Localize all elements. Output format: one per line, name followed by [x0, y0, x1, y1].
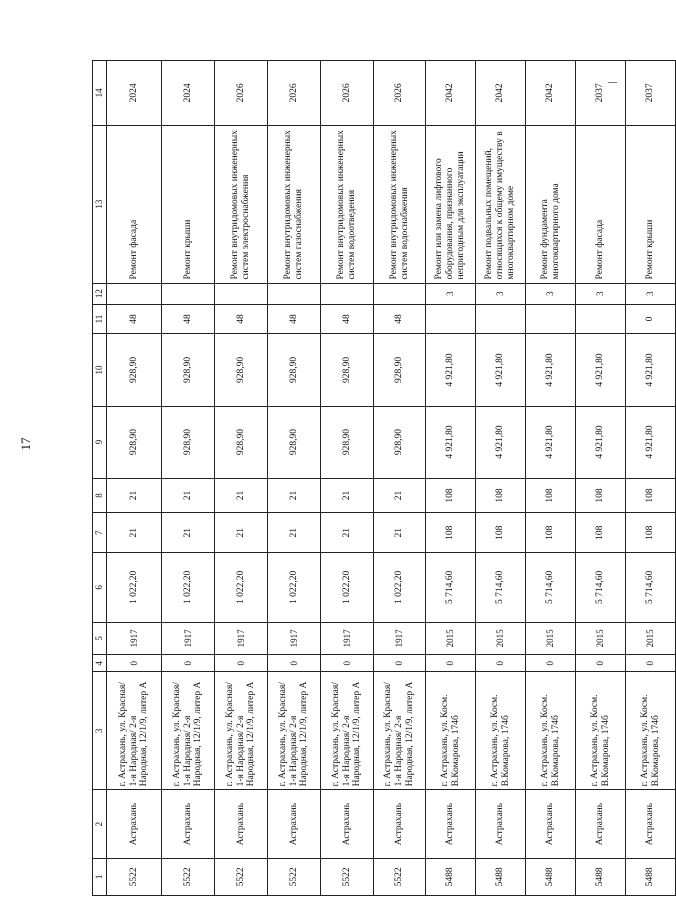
col-city-cell: Астрахань: [476, 790, 526, 858]
col-year-cell: 2015: [576, 622, 626, 654]
col-work-cell: Ремонт подвальных помещений, относящихся к общему имуществу в многоквартирном доме: [476, 125, 526, 283]
col-year-cell: 2015: [476, 622, 526, 654]
col-flag-cell: 0: [374, 654, 426, 671]
col-address-cell: г. Астрахань, ул. Красная/ 1-я Народная/ 2-я Народная, 12/1/9, литер А: [162, 672, 215, 790]
page-number: 17: [18, 437, 33, 451]
col-plan-year-cell: 2026: [374, 61, 426, 126]
col-address-cell: г. Астрахань, ул. Косм. В.Комарова, 174б: [576, 672, 626, 790]
table-row: [526, 61, 576, 896]
header-col-kind: 12: [93, 283, 107, 304]
col-id-cell: 5488: [476, 858, 526, 895]
col-plan-year-cell: 2037: [576, 61, 626, 126]
col-sum-a-cell: 4 921,80: [576, 406, 626, 478]
col-sum-b-cell: 4 921,80: [626, 334, 676, 406]
col-count-b-cell: 21: [107, 478, 162, 513]
col-term-cell: 48: [268, 304, 321, 334]
col-flag-cell: 0: [576, 654, 626, 671]
col-id-cell: 5522: [215, 858, 268, 895]
col-area-cell: 5 714,60: [576, 553, 626, 623]
col-sum-b-cell: 928,90: [321, 334, 374, 406]
table-row: [162, 61, 215, 896]
col-year-cell: 1917: [162, 622, 215, 654]
col-sum-b-cell: 928,90: [107, 334, 162, 406]
col-count-a-cell: 108: [476, 513, 526, 553]
col-city-cell: Астрахань: [626, 790, 676, 858]
col-count-a-cell: 21: [162, 513, 215, 553]
col-count-b-cell: 21: [268, 478, 321, 513]
col-address-cell: г. Астрахань, ул. Красная/ 1-я Народная/ 2-я Народная, 12/1/9, литер А: [321, 672, 374, 790]
table-row: [426, 61, 476, 896]
col-plan-year-cell: 2042: [426, 61, 476, 126]
header-col-address: 3: [93, 672, 107, 790]
col-city-cell: Астрахань: [321, 790, 374, 858]
col-sum-b-cell: 928,90: [162, 334, 215, 406]
col-work-cell: Ремонт внутридомовых инженерных систем водоснабжения: [374, 125, 426, 283]
col-area-cell: 5 714,60: [626, 553, 676, 623]
col-plan-year-cell: 2042: [526, 61, 576, 126]
col-term-cell: 0: [626, 304, 676, 334]
table-row: [576, 61, 626, 896]
col-address-cell: г. Астрахань, ул. Красная/ 1-я Народная/ 2-я Народная, 12/1/9, литер А: [268, 672, 321, 790]
col-kind-cell: 3: [526, 283, 576, 304]
col-work-cell: Ремонт фасада: [576, 125, 626, 283]
col-sum-a-cell: 928,90: [321, 406, 374, 478]
table-row: [107, 61, 162, 896]
table-row: [626, 61, 676, 896]
col-id-cell: 5522: [321, 858, 374, 895]
col-count-b-cell: 108: [526, 478, 576, 513]
col-count-a-cell: 108: [626, 513, 676, 553]
col-area-cell: 1 022,20: [215, 553, 268, 623]
col-id-cell: 5522: [162, 858, 215, 895]
col-work-cell: Ремонт внутридомовых инженерных систем газоснабжения: [268, 125, 321, 283]
col-flag-cell: 0: [268, 654, 321, 671]
col-sum-a-cell: 4 921,80: [526, 406, 576, 478]
col-sum-a-cell: 928,90: [215, 406, 268, 478]
col-area-cell: 1 022,20: [321, 553, 374, 623]
col-kind-cell: [162, 283, 215, 304]
col-sum-b-cell: 928,90: [215, 334, 268, 406]
col-year-cell: 2015: [426, 622, 476, 654]
col-term-cell: [476, 304, 526, 334]
col-sum-a-cell: 928,90: [162, 406, 215, 478]
col-flag-cell: 0: [626, 654, 676, 671]
col-city-cell: Астрахань: [268, 790, 321, 858]
header-col-count-a: 7: [93, 513, 107, 553]
header-col-sum-b: 10: [93, 334, 107, 406]
col-year-cell: 2015: [526, 622, 576, 654]
table-row: [374, 61, 426, 896]
col-plan-year-cell: 2042: [476, 61, 526, 126]
col-id-cell: 5488: [626, 858, 676, 895]
rotated-table-frame: [92, 60, 661, 896]
col-area-cell: 1 022,20: [162, 553, 215, 623]
col-kind-cell: [215, 283, 268, 304]
col-count-a-cell: 21: [107, 513, 162, 553]
col-term-cell: [576, 304, 626, 334]
col-flag-cell: 0: [162, 654, 215, 671]
col-count-b-cell: 108: [426, 478, 476, 513]
col-address-cell: г. Астрахань, ул. Косм. В.Комарова, 174б: [476, 672, 526, 790]
col-term-cell: 48: [321, 304, 374, 334]
col-area-cell: 5 714,60: [526, 553, 576, 623]
col-count-b-cell: 108: [576, 478, 626, 513]
col-work-cell: Ремонт фундамента многоквартирного дома: [526, 125, 576, 283]
col-count-b-cell: 108: [626, 478, 676, 513]
col-term-cell: 48: [162, 304, 215, 334]
col-city-cell: Астрахань: [162, 790, 215, 858]
col-sum-a-cell: 928,90: [268, 406, 321, 478]
col-kind-cell: [107, 283, 162, 304]
col-address-cell: г. Астрахань, ул. Косм. В.Комарова, 174б: [426, 672, 476, 790]
table-row: [321, 61, 374, 896]
col-kind-cell: 3: [626, 283, 676, 304]
col-term-cell: [526, 304, 576, 334]
col-term-cell: 48: [215, 304, 268, 334]
col-sum-a-cell: 4 921,80: [476, 406, 526, 478]
col-work-cell: Ремонт внутридомовых инженерных систем водоотведения: [321, 125, 374, 283]
col-area-cell: 5 714,60: [426, 553, 476, 623]
col-id-cell: 5488: [526, 858, 576, 895]
col-count-a-cell: 21: [374, 513, 426, 553]
col-city-cell: Астрахань: [107, 790, 162, 858]
col-count-b-cell: 108: [476, 478, 526, 513]
col-address-cell: г. Астрахань, ул. Красная/ 1-я Народная/ 2-я Народная, 12/1/9, литер А: [215, 672, 268, 790]
col-count-a-cell: 21: [268, 513, 321, 553]
col-year-cell: 1917: [268, 622, 321, 654]
col-flag-cell: 0: [476, 654, 526, 671]
header-col-year: 5: [93, 622, 107, 654]
col-address-cell: г. Астрахань, ул. Косм. В.Комарова, 174б: [526, 672, 576, 790]
col-term-cell: 48: [374, 304, 426, 334]
col-sum-a-cell: 928,90: [107, 406, 162, 478]
col-year-cell: 1917: [321, 622, 374, 654]
col-sum-b-cell: 4 921,80: [426, 334, 476, 406]
repair-schedule-table: [92, 60, 676, 896]
col-count-a-cell: 108: [426, 513, 476, 553]
col-count-a-cell: 108: [526, 513, 576, 553]
col-count-a-cell: 108: [576, 513, 626, 553]
table-row: [268, 61, 321, 896]
col-id-cell: 5522: [107, 858, 162, 895]
col-year-cell: 2015: [626, 622, 676, 654]
col-count-b-cell: 21: [215, 478, 268, 513]
col-sum-b-cell: 4 921,80: [576, 334, 626, 406]
col-sum-a-cell: 928,90: [374, 406, 426, 478]
header-col-term: 11: [93, 304, 107, 334]
header-col-sum-a: 9: [93, 406, 107, 478]
col-year-cell: 1917: [107, 622, 162, 654]
col-term-cell: 48: [107, 304, 162, 334]
header-col-area: 6: [93, 553, 107, 623]
col-year-cell: 1917: [374, 622, 426, 654]
col-flag-cell: 0: [321, 654, 374, 671]
col-flag-cell: 0: [426, 654, 476, 671]
col-address-cell: г. Астрахань, ул. Красная/ 1-я Народная/ 2-я Народная, 12/1/9, литер А: [374, 672, 426, 790]
col-city-cell: Астрахань: [426, 790, 476, 858]
col-sum-a-cell: 4 921,80: [626, 406, 676, 478]
header-col-count-b: 8: [93, 478, 107, 513]
col-plan-year-cell: 2024: [107, 61, 162, 126]
col-sum-a-cell: 4 921,80: [426, 406, 476, 478]
col-city-cell: Астрахань: [576, 790, 626, 858]
col-kind-cell: 3: [426, 283, 476, 304]
col-flag-cell: 0: [107, 654, 162, 671]
col-plan-year-cell: 2026: [268, 61, 321, 126]
col-city-cell: Астрахань: [526, 790, 576, 858]
header-col-flag: 4: [93, 654, 107, 671]
col-id-cell: 5522: [268, 858, 321, 895]
col-flag-cell: 0: [215, 654, 268, 671]
header-col-id: 1: [93, 858, 107, 895]
header-row: [93, 61, 107, 896]
col-area-cell: 1 022,20: [374, 553, 426, 623]
col-sum-b-cell: 4 921,80: [526, 334, 576, 406]
header-col-work: 13: [93, 125, 107, 283]
table-row: [215, 61, 268, 896]
col-address-cell: г. Астрахань, ул. Красная/ 1-я Народная/ 2-я Народная, 12/1/9, литер А: [107, 672, 162, 790]
col-kind-cell: [268, 283, 321, 304]
col-city-cell: Астрахань: [374, 790, 426, 858]
header-col-city: 2: [93, 790, 107, 858]
col-work-cell: Ремонт крыши: [162, 125, 215, 283]
col-term-cell: [426, 304, 476, 334]
col-count-b-cell: 21: [162, 478, 215, 513]
col-plan-year-cell: 2026: [321, 61, 374, 126]
col-plan-year-cell: 2024: [162, 61, 215, 126]
col-sum-b-cell: 928,90: [268, 334, 321, 406]
col-kind-cell: [374, 283, 426, 304]
col-area-cell: 1 022,20: [107, 553, 162, 623]
header-col-plan-year: 14: [93, 61, 107, 126]
col-id-cell: 5488: [576, 858, 626, 895]
table-row: [476, 61, 526, 896]
col-count-b-cell: 21: [321, 478, 374, 513]
col-area-cell: 1 022,20: [268, 553, 321, 623]
col-count-b-cell: 21: [374, 478, 426, 513]
col-work-cell: Ремонт или замена лифтового оборудования, признанного непригодным для эксплуатации: [426, 125, 476, 283]
col-year-cell: 1917: [215, 622, 268, 654]
col-kind-cell: 3: [576, 283, 626, 304]
col-count-a-cell: 21: [215, 513, 268, 553]
col-address-cell: г. Астрахань, ул. Косм. В.Комарова, 174б: [626, 672, 676, 790]
col-work-cell: Ремонт фасада: [107, 125, 162, 283]
col-flag-cell: 0: [526, 654, 576, 671]
col-kind-cell: [321, 283, 374, 304]
col-kind-cell: 3: [476, 283, 526, 304]
col-area-cell: 5 714,60: [476, 553, 526, 623]
col-plan-year-cell: 2026: [215, 61, 268, 126]
col-sum-b-cell: 928,90: [374, 334, 426, 406]
col-work-cell: Ремонт внутридомовых инженерных систем электроснабжения: [215, 125, 268, 283]
col-plan-year-cell: 2037: [626, 61, 676, 126]
col-sum-b-cell: 4 921,80: [476, 334, 526, 406]
col-count-a-cell: 21: [321, 513, 374, 553]
col-work-cell: Ремонт крыши: [626, 125, 676, 283]
col-id-cell: 5522: [374, 858, 426, 895]
col-id-cell: 5488: [426, 858, 476, 895]
col-city-cell: Астрахань: [215, 790, 268, 858]
